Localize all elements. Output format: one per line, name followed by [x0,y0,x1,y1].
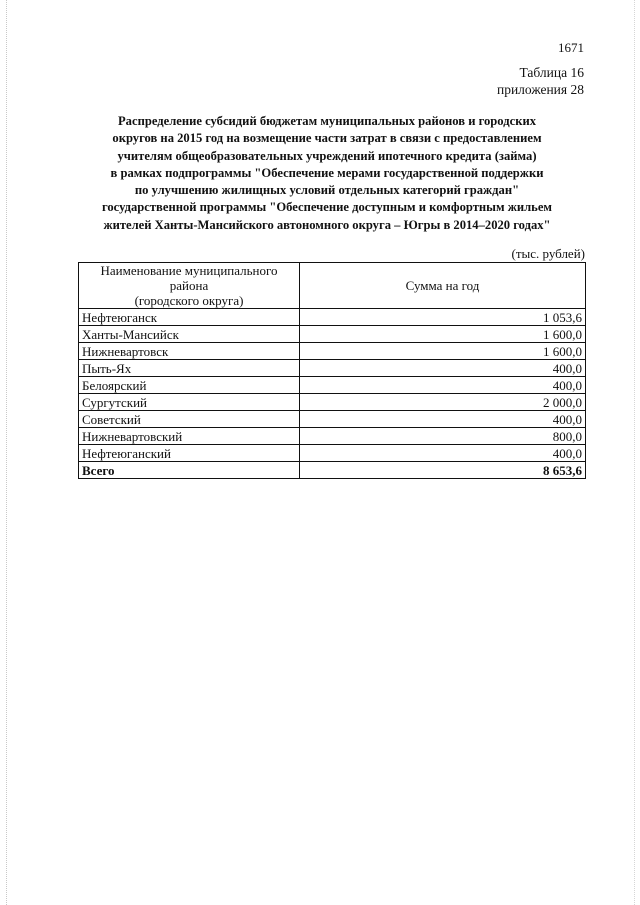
municipality-name: Сургутский [79,394,300,411]
units-label: (тыс. рублей) [511,246,585,261]
table-row [79,360,586,377]
annual-amount: 400,0 [300,377,586,394]
annual-amount: 2 000,0 [300,394,586,411]
municipality-name: Белоярский [79,377,300,394]
municipality-name: Пыть-Ях [79,360,300,377]
annual-amount: 400,0 [300,360,586,377]
scan-edge-left [6,0,8,905]
table-reference-line-2: приложения 28 [496,82,584,97]
title-line: жителей Ханты-Мансийского автономного округа – Югры в 2014–2020 годах" [103,217,551,232]
annual-amount: 800,0 [300,428,586,445]
table-row [79,343,586,360]
scan-edge-right [634,0,636,905]
title-line: Распределение субсидий бюджетам муниципальных районов и городских [117,114,537,128]
municipality-name: Нижневартовск [79,343,300,360]
municipality-name: Нефтеюганск [79,309,300,326]
annual-amount: 400,0 [300,411,586,428]
municipality-name: Нефтеюганский [79,445,300,462]
table-reference [497,64,584,98]
table-reference-line-1: Таблица 16 [519,65,584,80]
title-line: по улучшению жилищных условий отдельных категорий граждан" [134,183,520,198]
municipality-name: Нижневартовский [79,428,300,445]
annual-amount: 1 600,0 [300,326,586,343]
column-header-name-line-2: (городского округа) [134,293,244,308]
title-line: государственной программы "Обеспечение доступным и комфортным жильем [101,200,553,215]
title-line: в рамках подпрограммы "Обеспечение мерами государственной поддержки [110,165,544,180]
document-title [60,113,594,234]
municipality-name: Советский [79,411,300,428]
table-row [79,428,586,445]
table-total-row [79,462,586,479]
table-row [79,445,586,462]
title-line: округов на 2015 год на возмещение части затрат в связи с предоставлением [112,131,542,146]
title-line: учителям общеобразовательных учреждений ипотечного кредита (займа) [117,148,537,163]
annual-amount: 1 053,6 [300,309,586,326]
table-row [79,411,586,428]
column-header-sum: Сумма на год [300,263,586,309]
page-number: 1671 [558,40,584,55]
table-row [79,394,586,411]
table-row [79,309,586,326]
annual-amount: 1 600,0 [300,343,586,360]
subsidy-table [78,262,586,479]
column-header-name [79,263,300,309]
table-row [79,377,586,394]
table-header-row [79,263,586,309]
total-label: Всего [79,462,300,479]
total-value: 8 653,6 [300,462,586,479]
municipality-name: Ханты-Мансийск [79,326,300,343]
table-row [79,326,586,343]
column-header-name-line-1: Наименование муниципального района [100,263,278,293]
annual-amount: 400,0 [300,445,586,462]
